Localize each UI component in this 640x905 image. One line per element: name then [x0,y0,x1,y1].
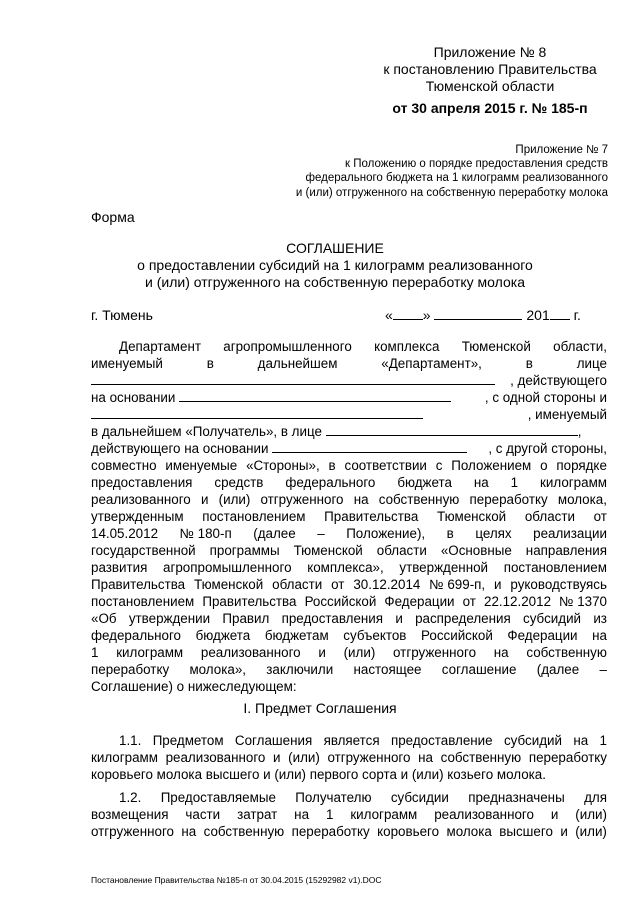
body-word: программы [209,543,280,558]
body-word: области, [553,339,607,354]
body-word: Тюменской [194,577,264,592]
body-word: порядке [556,458,607,473]
body-line [91,806,607,823]
body-text: в дальнейшем «Получатель», в лице [91,424,322,439]
body-word: из [593,611,607,626]
body-line [119,732,607,749]
body-line [91,823,607,840]
body-word: 22.12.2012 [484,594,552,609]
body-word: 1.1. [119,733,142,748]
body-word: от [462,594,476,609]
body-word: Российской [421,628,493,643]
body-word: 1 [91,645,99,660]
body-word: субъектов [343,628,407,643]
title-sub-2: и (или) отгруженного на собственную переработку молока [145,274,525,290]
body-word: молока [446,824,492,839]
body-word: Департамент [119,339,201,354]
body-word: области [376,543,427,558]
body-word: килограмм [91,750,158,765]
body-word: именуемый [91,356,163,371]
body-line [91,508,607,525]
body-line [91,406,607,423]
section-heading: I. Предмет Соглашения [243,700,397,716]
body-word: и [550,807,559,822]
body-word: Положение), [346,526,426,541]
body-word: Правительства [91,577,186,592]
body-word: и [560,824,568,839]
body-word: распределения [415,611,511,626]
body-word: отгруженного [327,750,411,765]
body-word: субсидий [503,733,562,748]
body-word: Предметом [152,733,224,748]
body-word: и [200,492,209,507]
day-blank[interactable] [393,307,423,320]
body-word: отгруженного [91,824,174,839]
body-line [119,789,607,806]
annex-7-number: Приложение № 7 [515,144,608,156]
body-word: соглашение [441,662,517,677]
body-word: Правил [222,611,270,626]
body-line [91,644,607,661]
body-word: «Основные [440,543,512,558]
body-word: дальнейшем [257,356,338,371]
body-word: Получателю [295,790,372,805]
body-line [91,627,607,644]
body-word: области [272,577,323,592]
recipient-basis-blank[interactable] [272,440,467,453]
body-word: бюджета [195,628,251,643]
date-quote-close: » [422,307,431,323]
body-line [91,457,607,474]
body-word: совместно [91,458,157,473]
body-word: утвержденным [91,509,184,524]
year-prefix: 201 [526,307,550,323]
body-word: и [494,577,502,592]
body-word: отгруженного [393,645,477,660]
body-word: на [181,824,197,839]
body-word: килограмм [350,807,418,822]
recipient-rep-blank[interactable] [326,423,578,436]
annex-8-ref: к постановлению Правительства [383,61,597,77]
year-suffix: г. [569,307,581,323]
year-blank[interactable] [550,307,570,320]
title-main: СОГЛАШЕНИЕ [286,240,384,256]
body-word: переработку [91,662,170,677]
body-word: на [294,807,310,822]
body-word: Соглашения [234,733,313,748]
body-word: в [328,458,336,473]
body-word: № 699-п, [429,577,486,592]
body-word: на [353,492,369,507]
body-word: Тюменской [293,543,363,558]
body-word: высшего [499,824,553,839]
body-word: – [599,662,607,677]
body-word: (или) [343,645,376,660]
body-word: затрат [237,807,278,822]
body-line [91,576,607,593]
body-word: переработку [469,492,548,507]
annex-8-number: Приложение № 8 [433,44,547,60]
body-word: в [525,356,533,371]
body-word: федерального [285,475,376,490]
body-word: реализованного [434,807,534,822]
body-word: соответствии [344,458,427,473]
body-word: Российской [304,594,377,609]
annex-7-ref2: федерального бюджета на 1 килограмм реализованного [305,172,608,185]
body-word: и [318,645,326,660]
body-word: государственной [91,543,196,558]
department-rep-blank[interactable] [91,372,495,385]
body-word: переработку [528,750,607,765]
body-word: утвержденной [399,560,489,575]
body-text: , именуемый [527,407,607,422]
body-word: (далее [253,526,296,541]
body-text: , с другой стороны, [488,441,607,456]
body-word: агропромышленного [223,339,352,354]
body-word: (далее [536,662,580,677]
body-word: руководствуясь [510,577,607,592]
annex-7-ref: к Положению о порядке предоставления средств [344,158,608,171]
body-line [91,610,607,627]
body-line [91,440,607,457]
body-word: именуемые [165,458,238,473]
body-word: и [273,750,281,765]
body-line [91,423,607,440]
body-word: возмещения [91,807,169,822]
body-word: Предоставляемые [160,790,276,805]
body-text: , [577,424,582,439]
body-word: Федерации [507,628,578,643]
body-word: собственную [526,645,607,660]
body-word: агропромышленного [163,560,292,575]
body-word: постановлением [91,594,195,609]
body-word: комплекса [374,339,440,354]
body-line [91,389,607,406]
body-word: реализованного [91,492,191,507]
body-word: является [323,733,380,748]
body-word: средств [214,475,264,490]
body-word: собственную [440,750,522,765]
body-text: на основании [91,390,176,405]
body-word: для [584,790,607,805]
body-word: от [331,577,345,592]
body-word: «Стороны», [246,458,320,473]
body-word: от [593,509,607,524]
body-word: реализации [533,526,607,541]
annex-8-header [372,44,608,117]
body-word: 30.12.2014 [353,577,421,592]
body-word: предоставления [91,475,193,490]
body-word: реализованного [200,645,301,660]
body-line [91,593,607,610]
annex-7-ref3: и (или) отгруженного на собственную переработку молока [295,186,608,199]
body-word: на [573,733,589,748]
body-word: молока», [189,662,246,677]
body-line: Соглашение) о нижеследующем: [91,679,297,694]
body-word: предназначены [468,790,565,805]
body-word: Положением [451,458,532,473]
body-word: (или) [575,824,607,839]
body-word: бюджетам [264,628,329,643]
body-line: коровьего молока высшего и (или) первого сорта и (или) козьего молока. [91,767,546,782]
body-word: настоящее [353,662,422,677]
body-word: молока, [557,492,607,507]
body-word: килограмм [116,645,184,660]
body-line [91,661,607,678]
body-word: целях [475,526,512,541]
body-word: 1 [510,475,519,490]
body-word: Федерации [384,594,455,609]
body-word: 1 [599,733,607,748]
body-word: 14.05.2012 [91,526,159,541]
body-word: с [435,458,443,473]
body-word: федерального [91,628,181,643]
recipient-name-blank[interactable] [91,406,423,419]
body-word: субсидии [390,790,449,805]
body-word: собственную [378,492,460,507]
date-quote-open: « [385,307,393,323]
body-word: «Об [91,611,117,626]
body-line [91,474,607,491]
body-word: (или) [288,750,320,765]
body-word: № 1370 [559,594,607,609]
month-blank[interactable] [434,307,522,320]
document-title [110,240,560,291]
body-text: действующего на основании [91,441,269,456]
body-word: развития [91,560,148,575]
title-sub-1: о предоставлении субсидий на 1 килограмм реализованного [137,257,533,273]
body-word: Правительства [202,594,297,609]
body-word: Тюменской [461,339,531,354]
annex-8-date: от 30 апреля 2015 г. № 185-п [392,100,588,116]
body-word: направления [525,543,607,558]
body-word: отгруженного [260,492,344,507]
department-basis-blank[interactable] [179,389,451,402]
body-word: переработку [291,824,370,839]
body-line [91,491,607,508]
body-word: предоставление [390,733,493,748]
body-word: 1 [325,807,334,822]
annex-8-region: Тюменской области [425,78,555,94]
body-word: на [473,475,489,490]
body-word: килограмм [540,475,607,490]
body-word: «Департамент», [381,356,482,371]
body-word: на [592,628,607,643]
body-line [91,559,607,576]
body-line [91,372,607,389]
body-word: в [446,526,454,541]
body-word: коровьего [377,824,440,839]
file-footer: Постановление Правительства №185-п от 30.04.2015 (15292982 v1).DOC [91,875,382,885]
body-word: комплекса», [307,560,384,575]
body-word: на [493,645,509,660]
place-city: г. Тюмень [91,307,153,323]
body-word: заключили [266,662,334,677]
body-word: постановлением [503,560,607,575]
body-word: 1.2. [119,790,142,805]
body-line [91,355,607,372]
body-word: области [524,509,575,524]
body-word: Тюменской [437,509,507,524]
body-word: (или) [575,807,607,822]
body-word: и [395,611,403,626]
body-word: о [540,458,548,473]
body-word: лице [576,356,607,371]
place-date [385,307,581,324]
body-word: на [418,750,433,765]
body-word: постановлением [202,509,306,524]
body-word: (или) [218,492,251,507]
form-label: Форма [91,209,135,225]
body-word: предоставления [281,611,384,626]
body-word: № 180-п [179,526,232,541]
body-line [91,542,607,559]
body-line [119,338,607,355]
body-word: бюджета [397,475,452,490]
body-word: части [185,807,221,822]
body-word: реализованного [165,750,266,765]
body-word: в [206,356,214,371]
body-line [91,749,607,766]
body-text: , с одной стороны и [484,390,607,405]
body-word: Правительства [324,509,419,524]
body-line [91,525,607,542]
body-word: собственную [203,824,285,839]
body-word: субсидий [523,611,582,626]
body-text: , действующего [510,373,607,388]
body-word: – [317,526,325,541]
annex-7-header [296,143,608,200]
body-word: утверждении [128,611,211,626]
